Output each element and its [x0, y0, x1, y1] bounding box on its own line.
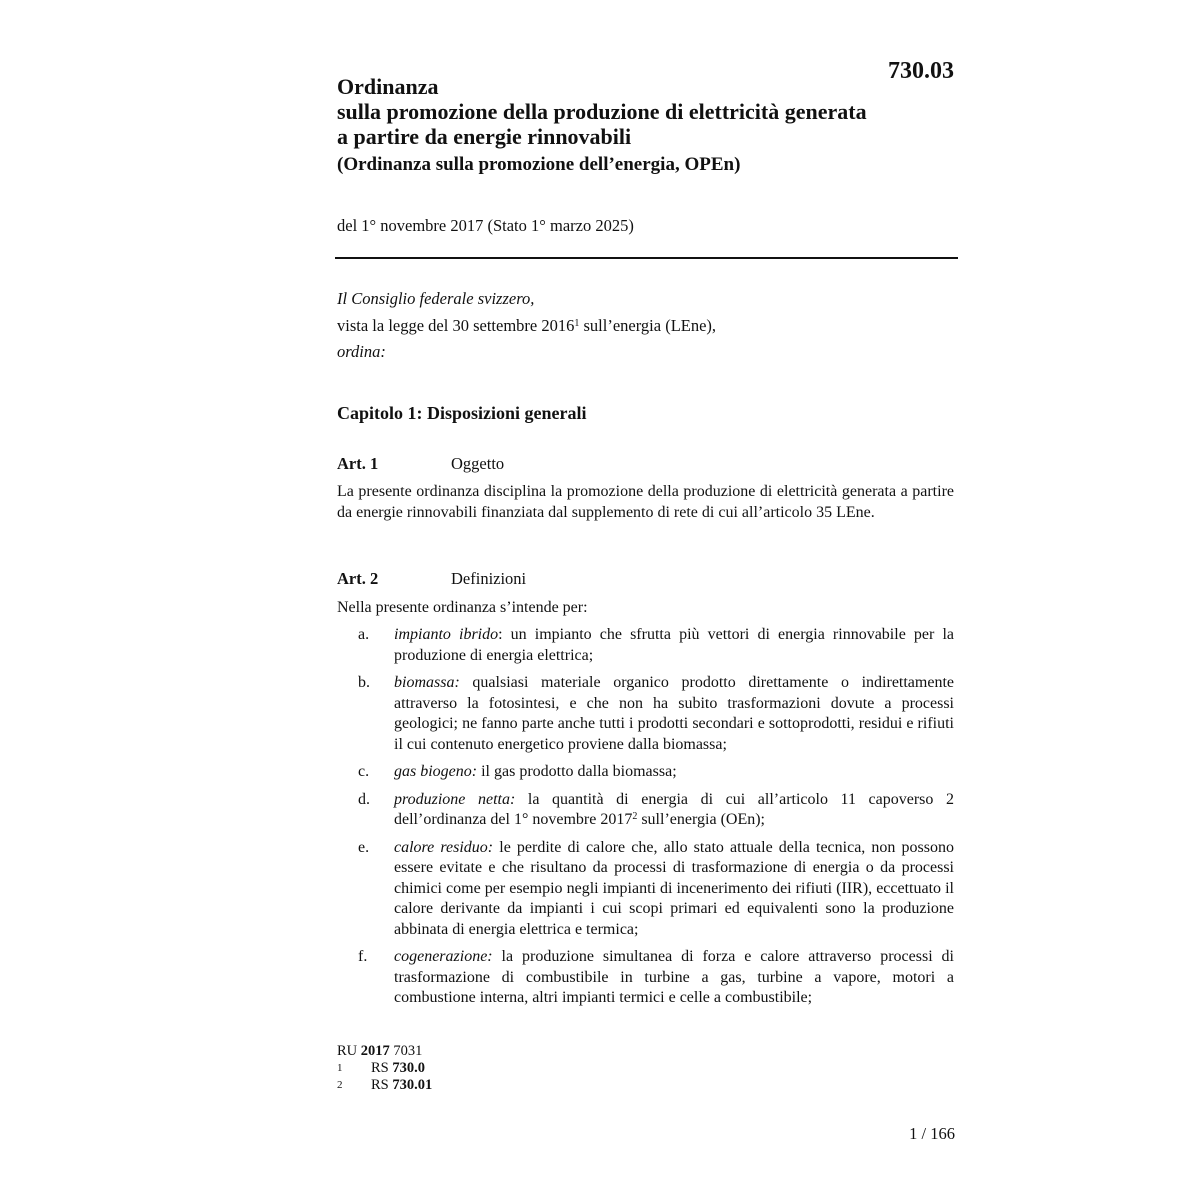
footer-notes [337, 1043, 432, 1094]
list-item [337, 625, 954, 666]
footnote-1 [337, 1060, 432, 1077]
preamble-basis-text-after: sull’energia (LEne), [579, 315, 717, 335]
title-line: a partire da energie rinnovabili [337, 124, 632, 149]
document-title [337, 74, 977, 149]
article-title: Oggetto [451, 454, 505, 473]
defined-term: gas biogeno: [394, 763, 478, 780]
short-title: (Ordinanza sulla promozione dell’energia, OPEn) [337, 154, 741, 175]
preamble-decree: ordina: [337, 342, 386, 361]
footnote-ref-1[interactable]: 1 [574, 317, 580, 329]
list-item [337, 947, 954, 1009]
ru-year: 2017 [360, 1043, 390, 1059]
list-item [337, 790, 954, 831]
defined-term: cogenerazione: [394, 948, 493, 965]
official-collection-ref [337, 1043, 432, 1060]
article-number: Art. 1 [337, 454, 379, 473]
defined-term: produzione netta: [394, 790, 516, 808]
article-1-text: La presente ordinanza disciplina la promozione della produzione di elettricità generata a partire da energie rinnovabili finanziata dal supplemento di rete di cui all’articolo 35 LEne. [337, 483, 954, 521]
item-letter: c. [358, 763, 370, 780]
defined-term: biomassa: [394, 674, 460, 691]
footnote-prefix: RS [371, 1077, 393, 1093]
ru-page: 7031 [389, 1043, 423, 1059]
definition-text: la quantità di energia di cui all’articolo 11 capoverso 2 dell’ordinanza del 1° novembre 2017 [394, 790, 955, 828]
article-number: Art. 2 [337, 569, 379, 588]
footnote-2 [337, 1077, 432, 1094]
title-line: Ordinanza [337, 74, 439, 99]
article-2-heading [337, 569, 526, 589]
item-letter: a. [358, 626, 370, 643]
definitions-list [337, 625, 954, 1016]
preamble-basis-text: vista la legge del 30 settembre 2016 [337, 315, 575, 335]
definition-text-after: sull’energia (OEn); [637, 811, 765, 828]
definition-text: le perdite di calore che, allo stato attuale della tecnica, non possono essere evitate e che risultano da processi di trasformazione di energia o da processi chimici come per esempio negli impianti di incenerimento dei rifiuti (IIR), eccettuato il calore derivante da impianti i cui scopi primari ed equivalenti sono la produzione abbinata di energia elettrica e termica; [394, 838, 955, 938]
footnote-link[interactable]: 730.0 [392, 1060, 425, 1076]
preamble [337, 286, 716, 366]
page-number: 1 / 166 [909, 1124, 955, 1143]
ru-prefix: RU [337, 1043, 361, 1059]
title-line: sulla promozione della produzione di elettricità generata [337, 99, 867, 124]
item-letter: f. [358, 948, 368, 965]
footnote-number: 1 [337, 1062, 343, 1074]
defined-term: impianto ibrido [394, 626, 499, 643]
item-letter: e. [358, 838, 370, 856]
article-title: Definizioni [451, 569, 527, 588]
item-letter: b. [358, 674, 370, 691]
chapter-heading: Capitolo 1: Disposizioni generali [337, 403, 587, 423]
preamble-authority: Il Consiglio federale svizzero, [337, 289, 535, 308]
definition-text: il gas prodotto dalla biomassa; [477, 763, 677, 780]
item-letter: d. [358, 790, 370, 808]
footnote-ref-2[interactable]: 2 [632, 811, 638, 822]
sr-number: 730.03 [888, 58, 954, 84]
list-item [337, 762, 954, 783]
definition-text: qualsiasi materiale organico prodotto direttamente o indirettamente attraverso la fotosintesi, e che non ha subito trasformazioni dovute a processi geologici; ne fanno parte anche tutti i prodotti secondari e sottoprodotti, residui e rifiuti il cui contenuto energetico proviene dalla biomassa; [394, 674, 954, 753]
definition-text: la produzione simultanea di forza e calore attraverso processi di trasformazione di combustibile in turbine a gas, turbine a vapore, motori a combustione interna, altri impianti termici e celle a combustibile; [394, 948, 954, 1006]
article-2-intro: Nella presente ordinanza s’intende per: [337, 599, 588, 616]
document-date: del 1° novembre 2017 (Stato 1° marzo 2025) [337, 216, 634, 235]
list-item [337, 838, 954, 941]
article-1-heading [337, 454, 504, 474]
footnote-link[interactable]: 730.01 [392, 1077, 433, 1093]
header-divider [335, 257, 958, 259]
definition-text: : un impianto che sfrutta più vettori di energia rinnovabile per la produzione di energia elettrica; [394, 626, 954, 664]
preamble-basis [337, 313, 716, 340]
footnote-number: 2 [337, 1079, 343, 1091]
footnote-prefix: RS [371, 1060, 393, 1076]
defined-term: calore residuo: [394, 838, 494, 856]
list-item [337, 673, 954, 755]
